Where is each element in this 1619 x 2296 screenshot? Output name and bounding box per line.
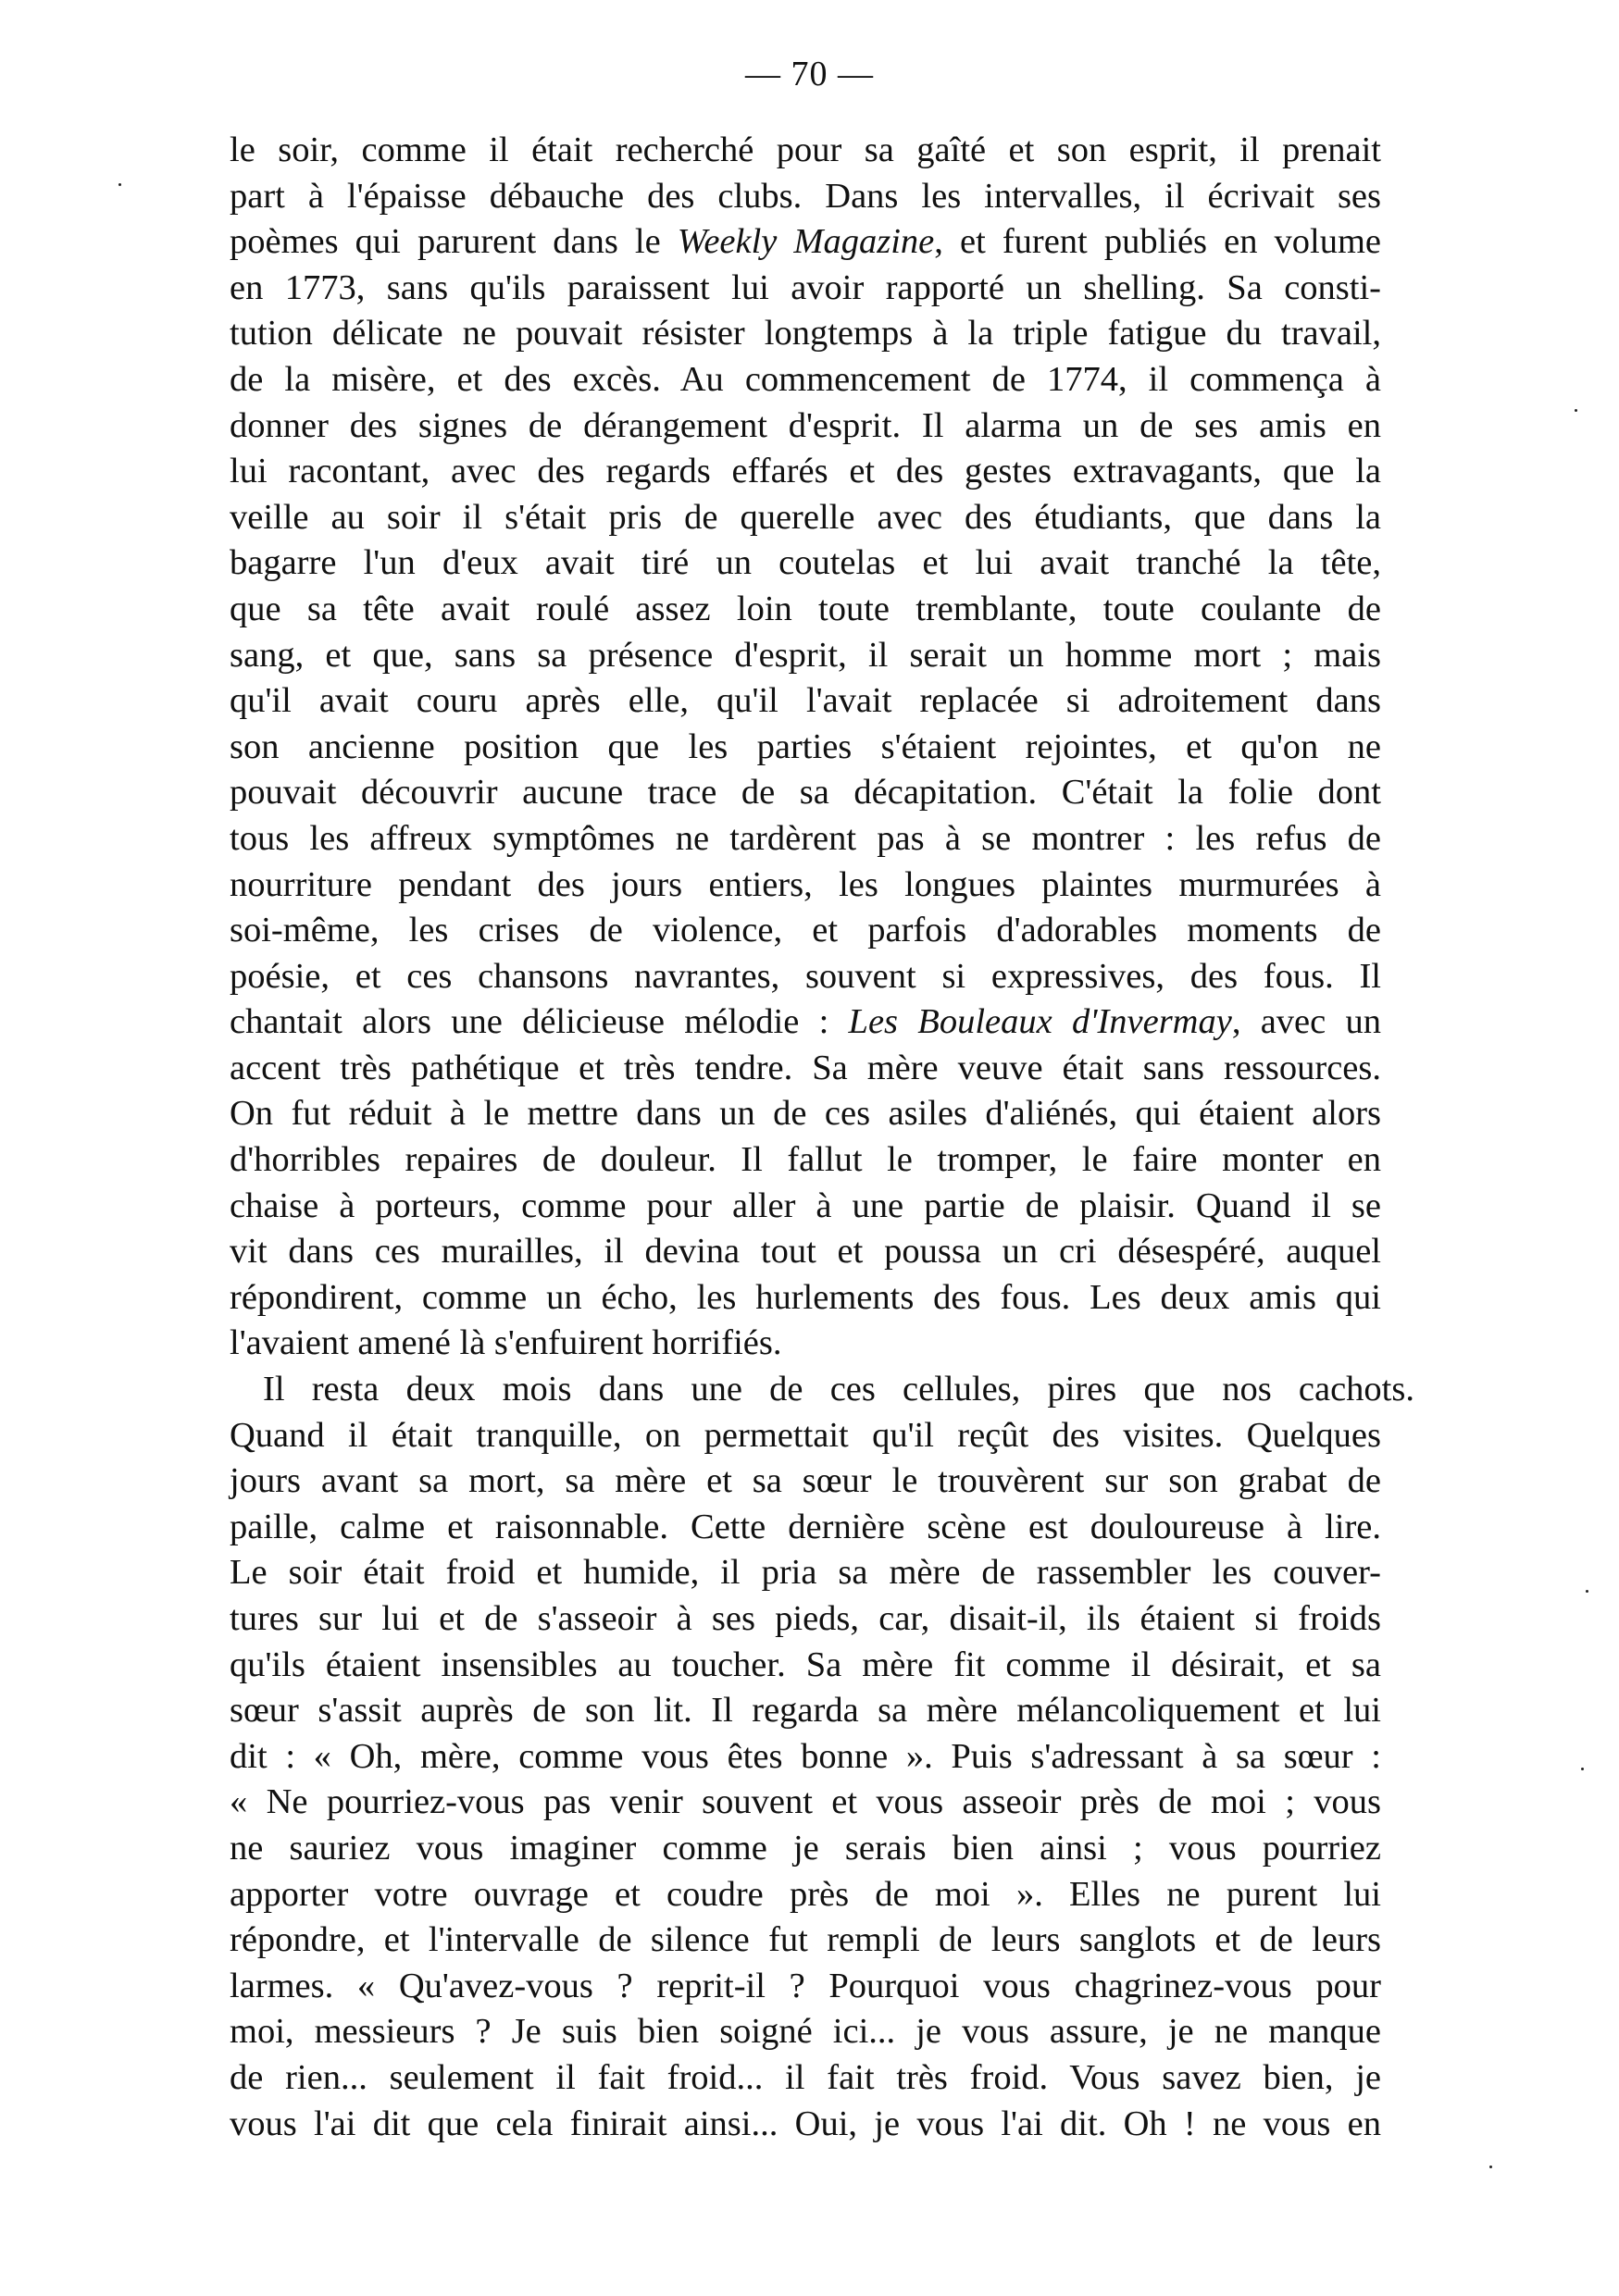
line-text: apporter votre ouvrage et coudre près de moi ». Elles ne purent lui [230, 1874, 1381, 1914]
text-line [230, 1413, 1381, 1459]
italic-title: Weekly Magazine [677, 222, 935, 262]
text-line [230, 633, 1381, 679]
text-line [230, 174, 1381, 220]
line-text: chantait alors une délicieuse mélodie : [230, 1002, 849, 1042]
line-text: son ancienne position que les parties s'étaient rejointes, et qu'on ne [230, 726, 1381, 766]
line-text: Quand il était tranquille, on permettait qu'il reçût des visites. Quelques [230, 1415, 1381, 1455]
line-text: en 1773, sans qu'ils paraissent lui avoir rapporté un shelling. Sa consti- [230, 267, 1381, 307]
text-line [230, 1964, 1381, 2010]
text-line [230, 587, 1381, 633]
line-text: tures sur lui et de s'asseoir à ses pieds, car, disait-il, ils étaient si froids [230, 1599, 1381, 1638]
text-line [230, 1872, 1381, 1918]
text-line [230, 863, 1381, 909]
line-text: dit : « Oh, mère, comme vous êtes bonne ». Puis s'adressant à sa sœur : [230, 1736, 1381, 1776]
line-text: sang, et que, sans sa présence d'esprit, il serait un homme mort ; mais [230, 635, 1381, 675]
text-line [230, 1229, 1381, 1275]
line-text: moi, messieurs ? Je suis bien soigné ici... je vous assure, je ne manque [230, 2012, 1381, 2052]
line-text: soi-même, les crises de violence, et parfois d'adorables moments de [230, 911, 1381, 950]
line-text: vous l'ai dit que cela finirait ainsi... Oui, je vous l'ai dit. Oh ! ne vous en [230, 2104, 1381, 2143]
text-line [230, 725, 1381, 771]
text-line [230, 1688, 1381, 1734]
scan-speck [1489, 2166, 1492, 2168]
text-line [230, 1458, 1381, 1505]
text-line [230, 1917, 1381, 1964]
text-line [230, 678, 1381, 725]
text-line [230, 1321, 1381, 1367]
text-line [230, 1780, 1381, 1826]
text-line [230, 999, 1381, 1046]
text-line [230, 311, 1381, 357]
text-line [230, 954, 1381, 1000]
text-line [230, 1596, 1381, 1643]
line-text: accent très pathétique et très tendre. Sa mère veuve était sans ressources. [230, 1048, 1381, 1087]
line-text: de rien... seulement il fait froid... il fait très froid. Vous savez bien, je [230, 2057, 1381, 2097]
text-line [230, 1643, 1381, 1689]
line-text: chaise à porteurs, comme pour aller à une partie de plaisir. Quand il se [230, 1185, 1381, 1225]
line-text: jours avant sa mort, sa mère et sa sœur le trouvèrent sur son grabat de [230, 1461, 1381, 1501]
text-line [230, 540, 1381, 587]
line-text: tous les affreux symptômes ne tardèrent pas à se montrer : les refus de [230, 818, 1381, 858]
scan-speck [118, 183, 121, 186]
line-text: , avec un [1231, 1002, 1382, 1042]
page-number: — 70 — [745, 55, 874, 93]
line-text: d'horribles repaires de douleur. Il fallut le tromper, le faire monter en [230, 1140, 1381, 1180]
paragraph [230, 1367, 1414, 2147]
scan-speck [1575, 409, 1577, 412]
text-line [230, 816, 1381, 863]
line-text: bagarre l'un d'eux avait tiré un coutelas et lui avait tranché la tête, [230, 543, 1381, 583]
line-text: lui racontant, avec des regards effarés et des gestes extravagants, que la [230, 452, 1381, 491]
line-text: Le soir était froid et humide, il pria sa mère de rassembler les couver- [230, 1553, 1381, 1593]
text-line [230, 1826, 1381, 1872]
text-line [230, 1137, 1381, 1184]
line-text: paille, calme et raisonnable. Cette dernière scène est douloureuse à lire. [230, 1507, 1381, 1546]
scan-speck [1586, 1590, 1588, 1593]
italic-title: Les Bouleaux d'Invermay [848, 1002, 1232, 1042]
text-line [230, 2055, 1381, 2102]
line-text: tution délicate ne pouvait résister longtemps à la triple fatigue du travail, [230, 314, 1381, 354]
line-text: que sa tête avait roulé assez loin toute tremblante, toute coulante de [230, 589, 1381, 628]
line-text: le soir, comme il était recherché pour sa gaîté et son esprit, il prenait [230, 130, 1381, 169]
line-text: donner des signes de dérangement d'esprit. Il alarma un de ses amis en [230, 405, 1381, 445]
text-line [230, 1367, 1414, 1413]
text-line [230, 219, 1381, 266]
line-text: part à l'épaisse débauche des clubs. Dans les intervalles, il écrivait ses [230, 176, 1381, 216]
line-text: répondirent, comme un écho, les hurlements des fous. Les deux amis qui [230, 1277, 1381, 1317]
line-text: de la misère, et des excès. Au commencement de 1774, il commença à [230, 359, 1381, 399]
line-text: pouvait découvrir aucune trace de sa décapitation. C'était la folie dont [230, 773, 1381, 813]
line-text: qu'ils étaient insensibles au toucher. Sa mère fit comme il désirait, et sa [230, 1644, 1381, 1684]
text-line [230, 495, 1381, 541]
text-line [230, 1046, 1381, 1092]
line-text: larmes. « Qu'avez-vous ? reprit-il ? Pourquoi vous chagrinez-vous pour [230, 1966, 1381, 2005]
line-text: Il resta deux mois dans une de ces cellules, pires que nos cachots. [263, 1370, 1414, 1409]
body-text [230, 128, 1414, 2147]
line-text: l'avaient amené là s'enfuirent horrifiés. [230, 1323, 782, 1363]
scan-speck [1581, 1768, 1584, 1770]
text-line [230, 1550, 1381, 1596]
text-line [230, 128, 1381, 174]
line-text: vit dans ces murailles, il devina tout et poussa un cri désespéré, auquel [230, 1232, 1381, 1272]
line-text: sœur s'assit auprès de son lit. Il regarda sa mère mélancoliquement et lui [230, 1691, 1381, 1731]
text-line [230, 908, 1381, 954]
text-line [230, 2009, 1381, 2055]
line-text: « Ne pourriez-vous pas venir souvent et vous asseoir près de moi ; vous [230, 1782, 1381, 1822]
line-text: poésie, et ces chansons navrantes, souvent si expressives, des fous. Il [230, 956, 1381, 996]
line-text: nourriture pendant des jours entiers, les longues plaintes murmurées à [230, 864, 1381, 904]
line-text: veille au soir il s'était pris de querelle avec des étudiants, que dans la [230, 497, 1381, 537]
text-line [230, 357, 1381, 403]
line-text: qu'il avait couru après elle, qu'il l'avait replacée si adroitement dans [230, 681, 1381, 721]
paragraph [230, 128, 1381, 1367]
text-line [230, 1184, 1381, 1230]
text-line [230, 1734, 1381, 1781]
text-line [230, 1505, 1381, 1551]
line-text: répondre, et l'intervalle de silence fut rempli de leurs sanglots et de leurs [230, 1920, 1381, 1960]
text-line [230, 1091, 1381, 1137]
text-line [230, 1275, 1381, 1322]
line-text: , et furent publiés en volume [934, 222, 1381, 262]
text-line [230, 449, 1381, 495]
text-line [230, 403, 1381, 450]
text-line [230, 2102, 1381, 2148]
line-text: ne sauriez vous imaginer comme je serais bien ainsi ; vous pourriez [230, 1828, 1381, 1868]
text-line [230, 266, 1381, 312]
line-text: On fut réduit à le mettre dans un de ces asiles d'aliénés, qui étaient alors [230, 1094, 1381, 1134]
text-line [230, 770, 1381, 816]
line-text: poèmes qui parurent dans le [230, 222, 678, 262]
